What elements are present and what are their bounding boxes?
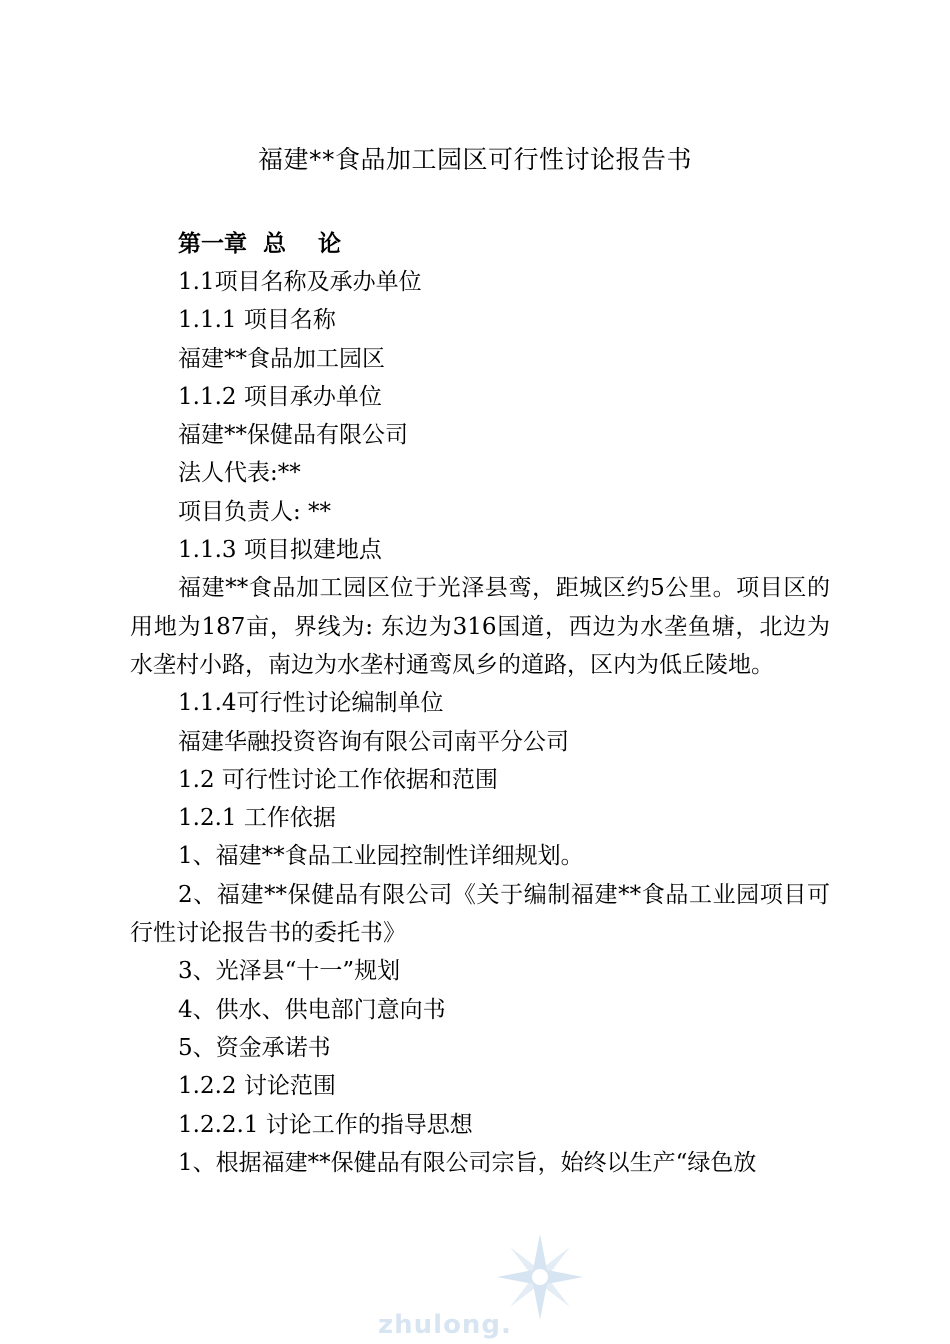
project-location-paragraph: 福建**食品加工园区位于光泽县鸾，距城区约5公里。项目区的用地为187亩，界线为: 东边为316国道，西边为水垄鱼塘，北边为水垄村小路，南边为水垄村通鸾凤乡的道路，区内为低丘陵地。 — [130, 575, 830, 678]
basis-item-2: 2、福建**保健品有限公司《关于编制福建**食品工业园项目可行性讨论报告书的委托书》 — [130, 881, 830, 947]
subsection-heading-1-2-1: 1.2.1 工作依据 — [178, 805, 336, 832]
snowflake-logo-icon — [495, 1232, 585, 1322]
zhulong-watermark — [378, 1232, 590, 1344]
undertaking-unit-text: 福建**保健品有限公司 — [178, 422, 408, 449]
subsection-heading-1-2-2-1: 1.2.2.1 讨论工作的指导思想 — [178, 1111, 473, 1138]
subsection-heading-1-1-4: 1.1.4可行性讨论编制单位 — [178, 690, 444, 717]
compiling-unit-text: 福建华融投资咨询有限公司南平分公司 — [178, 728, 569, 755]
project-leader-text: 项目负责人: ** — [178, 498, 332, 525]
chapter-heading: 第一章 总 论 — [178, 231, 342, 257]
section-heading-1-1: 1.1项目名称及承办单位 — [178, 269, 422, 295]
section-heading-1-2: 1.2 可行性讨论工作依据和范围 — [178, 766, 498, 793]
basis-item-5: 5、资金承诺书 — [178, 1034, 331, 1061]
subsection-heading-1-1-1: 1.1.1 项目名称 — [178, 307, 336, 334]
guiding-item-1: 1、根据福建**保健品有限公司宗旨，始终以生产“绿色放 — [178, 1149, 757, 1176]
document-body — [130, 263, 830, 1182]
project-name-text: 福建**食品加工园区 — [178, 345, 385, 372]
basis-item-1: 1、福建**食品工业园控制性详细规划。 — [178, 843, 584, 870]
legal-representative-text: 法人代表:** — [178, 460, 301, 487]
basis-item-3: 3、光泽县“十一”规划 — [178, 958, 401, 985]
basis-item-4: 4、供水、供电部门意向书 — [178, 996, 446, 1023]
subsection-heading-1-1-2: 1.1.2 项目承办单位 — [178, 383, 382, 410]
subsection-heading-1-1-3: 1.1.3 项目拟建地点 — [178, 537, 382, 564]
subsection-heading-1-2-2: 1.2.2 讨论范围 — [178, 1073, 336, 1100]
document-title: 福建**食品加工园区可行性讨论报告书 — [257, 145, 692, 174]
watermark-text: zhulong. — [378, 1310, 512, 1340]
